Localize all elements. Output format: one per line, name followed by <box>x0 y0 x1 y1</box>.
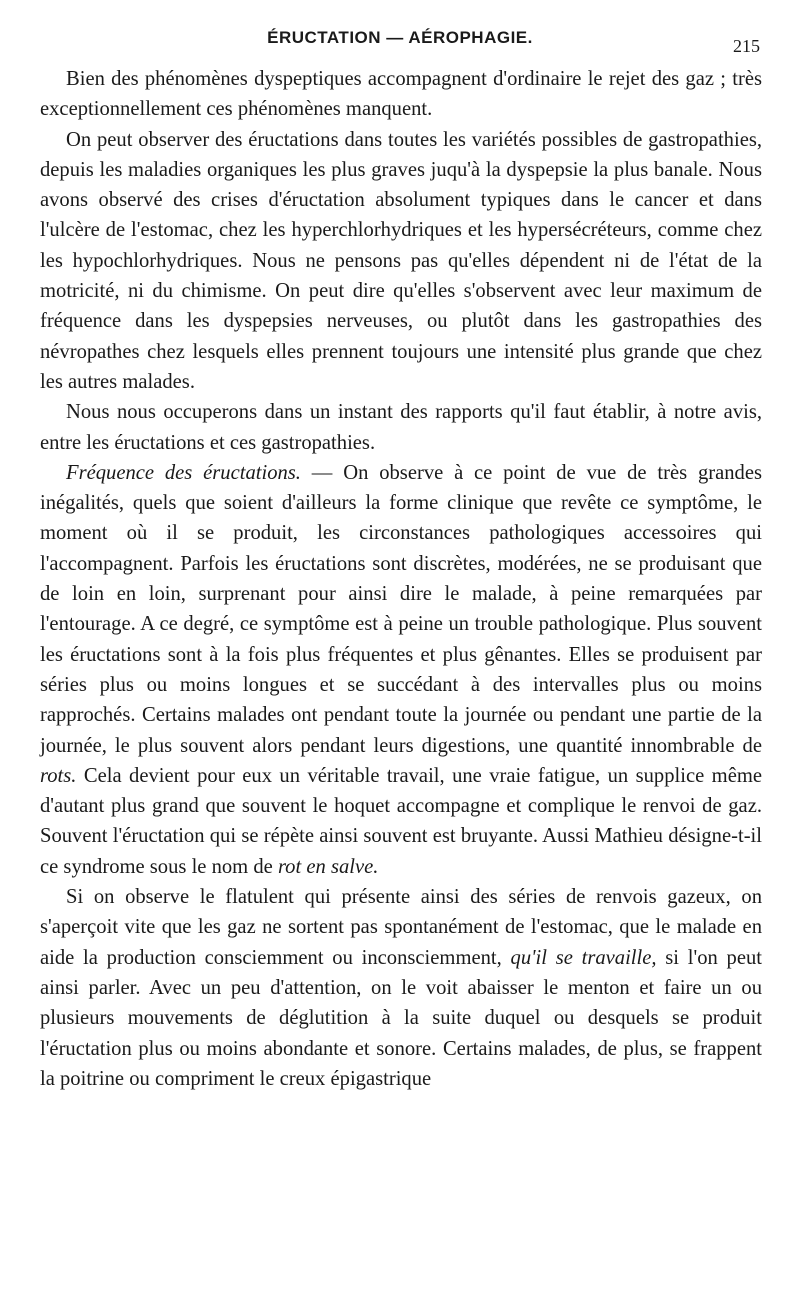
paragraph <box>40 397 762 458</box>
italic-term: rots. <box>40 764 77 787</box>
page-number: 215 <box>733 36 760 56</box>
page-body <box>40 64 762 1094</box>
paragraph-text: si l'on peut ainsi parler. Avec un peu d'attention, on le voit abaisser le menton et faire un ou plusieurs mouvements de déglutition à la suite duquel ou desquels se produit l'éructation plus ou moins abondante et sonore. Certains malades, de plus, se frappent la poitrine ou compriment le creux épigastrique <box>40 946 762 1090</box>
running-title: ÉRUCTATION — AÉROPHAGIE. <box>267 28 533 47</box>
section-heading: Fréquence des éructations. <box>66 461 301 484</box>
italic-term: qu'il se travaille, <box>510 946 657 969</box>
italic-term: rot en salve. <box>277 855 379 878</box>
paragraph-text: Bien des phénomènes dyspeptiques accompagnent d'ordinaire le rejet des gaz ; très exceptionnellement ces phénomènes manquent. <box>40 68 762 121</box>
paragraph-text: Si on observe le flatulent qui présente ainsi des séries de renvois gazeux, on s'aperçoit vite que les gaz ne sortent pas spontanément de l'estomac, que le malade en aide la production consciemment ou inconsciemment, <box>40 886 762 969</box>
paragraph-text: — On observe à ce point de vue de très grandes inégalités, quels que soient d'ailleurs la forme clinique que revête ce symptôme, le moment où il se produit, les circonstances pathologiques accessoires qui l'accompagnent. Parfois les éructations sont discrètes, modérées, ne se produisant que de loin en loin, surprenant pour ainsi dire le malade, à peine remarquées par l'entourage. A ce degré, ce symptôme est à peine un trouble pathologique. Plus souvent les éructations sont à la fois plus fréquentes et plus gênantes. Elles se produisent par séries plus ou moins longues et se succédant à des intervalles plus ou moins rapprochés. Certains malades ont pendant toute la journée ou pendant une partie de la journée, le plus souvent alors pendant leurs digestions, une quantité innombrable de <box>40 461 762 757</box>
paragraph <box>40 125 762 398</box>
paragraph <box>40 882 762 1094</box>
paragraph <box>40 458 762 882</box>
paragraph-text: Cela devient pour eux un véritable travail, une vraie fatigue, un supplice même d'autant plus grand que souvent le hoquet accompagne et complique le renvoi de gaz. Souvent l'éructation qui se répète ainsi souvent est bruyante. Aussi Mathieu désigne-t-il ce syndrome sous le nom de <box>40 764 762 878</box>
paragraph-text: On peut observer des éructations dans toutes les variétés possibles de gastropathies, depuis les maladies organiques les plus graves juqu'à la dyspepsie la plus banale. Nous avons observé des crises d'éructation absolument typiques dans le cancer et dans l'ulcère de l'estomac, chez les hyperchlorhydriques et les hypersécréteurs, comme chez les hypochlorhydriques. Nous ne pensons pas qu'elles dépendent ni de l'état de la motricité, ni du chimisme. On peut dire qu'elles s'observent avec leur maximum de fréquence dans les dyspepsies nerveuses, ou plutôt dans les gastropathies des névropathes chez lesquels elles prennent toujours une intensité plus grande que chez les autres malades. <box>40 128 762 393</box>
page-header <box>40 28 760 58</box>
paragraph <box>40 64 762 125</box>
paragraph-text: Nous nous occuperons dans un instant des rapports qu'il faut établir, à notre avis, entre les éructations et ces gastropathies. <box>40 401 762 454</box>
